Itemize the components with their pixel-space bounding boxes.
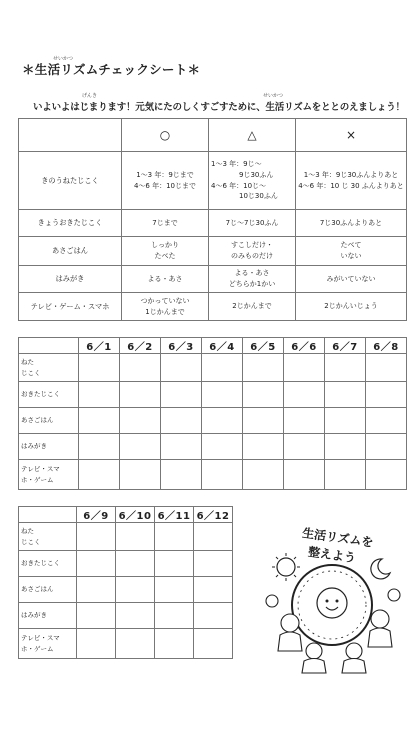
log1-entry-cell[interactable] — [325, 408, 366, 434]
log-label-text: テレビ・スマ — [21, 465, 60, 474]
log1-entry-cell[interactable] — [202, 460, 243, 490]
log1-entry-cell[interactable] — [120, 382, 161, 408]
subtitle-furigana-seikatsu: せいかつ — [263, 93, 284, 99]
log1-entry-cell[interactable] — [366, 382, 407, 408]
criteria-good-cell: 7じまで — [122, 210, 209, 237]
log2-date-header: 6／12 — [194, 507, 233, 523]
criteria-header-poor: × — [296, 119, 407, 152]
criteria-row-screentime — [19, 293, 407, 321]
log1-entry-cell[interactable] — [243, 382, 284, 408]
log1-date-header: 6／5 — [243, 338, 284, 354]
criteria-good-cell — [122, 293, 209, 321]
log2-entry-cell[interactable] — [77, 551, 116, 577]
log-label-text: じこく — [21, 368, 41, 377]
log1-entry-cell[interactable] — [325, 434, 366, 460]
log1-entry-cell[interactable] — [325, 460, 366, 490]
log1-entry-cell[interactable] — [120, 434, 161, 460]
log1-row-bedtime — [19, 354, 407, 382]
criteria-text: いない — [340, 252, 362, 260]
log2-row-waketime — [19, 551, 233, 577]
log2-entry-cell[interactable] — [155, 523, 194, 551]
criteria-text: 1～3 年：9じ～ — [211, 159, 262, 168]
log1-entry-cell[interactable] — [325, 382, 366, 408]
log2-entry-cell[interactable] — [116, 551, 155, 577]
log1-entry-cell[interactable] — [366, 408, 407, 434]
criteria-label: はみがき — [19, 266, 122, 293]
log2-row-screentime — [19, 629, 233, 659]
criteria-text: しっかり — [151, 241, 179, 250]
log1-entry-cell[interactable] — [161, 460, 202, 490]
log2-row-label: はみがき — [19, 603, 77, 629]
log1-entry-cell[interactable] — [284, 382, 325, 408]
criteria-row-toothbrushing — [19, 266, 407, 293]
log1-entry-cell[interactable] — [284, 408, 325, 434]
log2-row-bedtime — [19, 523, 233, 551]
log1-row-label: はみがき — [19, 434, 79, 460]
log1-date-header: 6／7 — [325, 338, 366, 354]
log2-row-label: おきたじこく — [19, 551, 77, 577]
criteria-text: 9じ30ふん — [239, 170, 274, 179]
log1-entry-cell[interactable] — [79, 382, 120, 408]
log2-entry-cell[interactable] — [77, 577, 116, 603]
log1-row-breakfast — [19, 408, 407, 434]
log1-row-waketime — [19, 382, 407, 408]
criteria-row-waketime — [19, 210, 407, 237]
log2-row-toothbrushing — [19, 603, 233, 629]
illustration-caption-line2: 整えよう — [307, 544, 357, 566]
criteria-text: よる・あさ — [234, 269, 270, 278]
criteria-text: 4～6 年：10じ～ — [211, 181, 267, 190]
log1-entry-cell[interactable] — [202, 408, 243, 434]
log2-entry-cell[interactable] — [155, 577, 194, 603]
log-label-text: じこく — [21, 537, 41, 546]
log2-entry-cell[interactable] — [155, 551, 194, 577]
criteria-header-blank — [19, 119, 122, 152]
log-label-text: テレビ・スマ — [21, 634, 60, 643]
page-subtitle: いよいよはじまります！元気にたのしくすごすために、生活リズムをととのえましょう！ — [33, 102, 405, 113]
criteria-text: 1～3 年：9じ30ふんよりあと — [303, 170, 399, 179]
criteria-good-cell — [122, 152, 209, 210]
log2-header-row — [19, 507, 233, 523]
criteria-poor-cell: 7じ30ふんよりあと — [296, 210, 407, 237]
log2-entry-cell[interactable] — [116, 577, 155, 603]
log1-date-header: 6／1 — [79, 338, 120, 354]
log2-entry-cell[interactable] — [194, 523, 233, 551]
lifestyle-rhythm-illustration — [262, 515, 410, 675]
log2-header-blank — [19, 507, 77, 523]
log2-entry-cell[interactable] — [194, 603, 233, 629]
subtitle-furigana-genki: げんき — [82, 93, 98, 99]
criteria-text: 1じかんまで — [145, 307, 185, 316]
log1-entry-cell[interactable] — [161, 382, 202, 408]
criteria-fair-cell: 7じ～7じ30ふん — [209, 210, 296, 237]
log1-row-label: おきたじこく — [19, 382, 79, 408]
log1-date-header: 6／6 — [284, 338, 325, 354]
log2-entry-cell[interactable] — [116, 603, 155, 629]
log1-entry-cell[interactable] — [79, 408, 120, 434]
log1-entry-cell[interactable] — [79, 434, 120, 460]
log-label-text: ホ・ゲーム — [21, 644, 54, 653]
log2-entry-cell[interactable] — [194, 551, 233, 577]
criteria-header-fair: △ — [209, 119, 296, 152]
criteria-text: のみものだけ — [231, 252, 273, 260]
log2-entry-cell[interactable] — [77, 523, 116, 551]
criteria-label: あさごはん — [19, 237, 122, 266]
log1-entry-cell[interactable] — [161, 434, 202, 460]
log1-date-header: 6／8 — [366, 338, 407, 354]
log1-row-toothbrushing — [19, 434, 407, 460]
log2-row-breakfast — [19, 577, 233, 603]
daily-log-table-1 — [18, 337, 407, 490]
log1-entry-cell[interactable] — [325, 354, 366, 382]
log1-entry-cell[interactable] — [243, 354, 284, 382]
log1-entry-cell[interactable] — [202, 354, 243, 382]
log1-entry-cell[interactable] — [202, 382, 243, 408]
criteria-fair-cell: 2じかんまで — [209, 293, 296, 321]
criteria-fair-cell — [209, 266, 296, 293]
log-label-text: ねた — [21, 358, 34, 367]
log2-row-label: あさごはん — [19, 577, 77, 603]
sun-icon — [272, 553, 300, 581]
log2-entry-cell[interactable] — [116, 629, 155, 659]
log1-entry-cell[interactable] — [243, 460, 284, 490]
criteria-label: きょうおきたじこく — [19, 210, 122, 237]
illustration-caption-line1: 生活リズムを — [301, 525, 375, 550]
log1-entry-cell[interactable] — [120, 354, 161, 382]
log1-entry-cell[interactable] — [120, 408, 161, 434]
log1-row-label: あさごはん — [19, 408, 79, 434]
criteria-text: 1～3 年：9じまで — [136, 170, 194, 179]
criteria-text: 4～6 年：10 じ 30 ふんよりあと — [298, 181, 404, 190]
log1-entry-cell[interactable] — [79, 460, 120, 490]
log1-row-label — [19, 460, 79, 490]
criteria-text: どちらか1かい — [228, 280, 276, 288]
criteria-fair-cell — [209, 152, 296, 210]
log1-entry-cell[interactable] — [366, 354, 407, 382]
criteria-text: 4～6 年：10じまで — [133, 181, 197, 190]
daily-log-table-2 — [18, 506, 233, 659]
criteria-table — [18, 118, 407, 321]
criteria-poor-cell: みがいていない — [296, 266, 407, 293]
criteria-header-good: ○ — [122, 119, 209, 152]
criteria-label: きのうねたじこく — [19, 152, 122, 210]
criteria-good-cell — [122, 237, 209, 266]
log1-entry-cell[interactable] — [366, 460, 407, 490]
criteria-row-breakfast — [19, 237, 407, 266]
log1-entry-cell[interactable] — [284, 434, 325, 460]
criteria-text: たべた — [154, 252, 176, 260]
log1-row-label — [19, 354, 79, 382]
log1-header-blank — [19, 338, 79, 354]
criteria-poor-cell — [296, 237, 407, 266]
log2-date-header: 6／11 — [155, 507, 194, 523]
clock-icon — [292, 565, 372, 645]
log1-date-header: 6／2 — [120, 338, 161, 354]
criteria-header-row — [19, 119, 407, 152]
criteria-text: つかっていない — [140, 296, 190, 305]
title-furigana: せいかつ — [53, 56, 74, 62]
log1-date-header: 6／3 — [161, 338, 202, 354]
criteria-row-bedtime — [19, 152, 407, 210]
log2-entry-cell[interactable] — [155, 629, 194, 659]
log-label-text: ホ・ゲーム — [21, 475, 54, 484]
log2-row-label — [19, 523, 77, 551]
log2-entry-cell[interactable] — [77, 603, 116, 629]
log1-entry-cell[interactable] — [243, 408, 284, 434]
log-label-text: ねた — [21, 527, 34, 536]
log1-entry-cell[interactable] — [284, 354, 325, 382]
criteria-text: たべて — [340, 241, 362, 250]
log1-entry-cell[interactable] — [120, 460, 161, 490]
log2-date-header: 6／10 — [116, 507, 155, 523]
log2-entry-cell[interactable] — [194, 577, 233, 603]
log1-entry-cell[interactable] — [243, 434, 284, 460]
page-title: ＊生活リズムチェックシート＊ — [22, 62, 201, 77]
criteria-good-cell: よる・あさ — [122, 266, 209, 293]
criteria-poor-cell: 2じかんいじょう — [296, 293, 407, 321]
log2-row-label — [19, 629, 77, 659]
log2-entry-cell[interactable] — [116, 523, 155, 551]
log1-row-screentime — [19, 460, 407, 490]
criteria-text: すこしだけ・ — [231, 241, 273, 250]
criteria-poor-cell — [296, 152, 407, 210]
criteria-label: テレビ・ゲーム・スマホ — [19, 293, 122, 321]
criteria-fair-cell — [209, 237, 296, 266]
log1-entry-cell[interactable] — [284, 460, 325, 490]
log1-entry-cell[interactable] — [366, 434, 407, 460]
log2-entry-cell[interactable] — [77, 629, 116, 659]
log1-date-header: 6／4 — [202, 338, 243, 354]
log1-entry-cell[interactable] — [161, 408, 202, 434]
moon-icon — [371, 559, 390, 579]
criteria-text: 10じ30ふん — [239, 192, 278, 201]
log2-date-header: 6／9 — [77, 507, 116, 523]
log1-entry-cell[interactable] — [161, 354, 202, 382]
log2-entry-cell[interactable] — [194, 629, 233, 659]
log1-entry-cell[interactable] — [202, 434, 243, 460]
log2-entry-cell[interactable] — [155, 603, 194, 629]
log1-entry-cell[interactable] — [79, 354, 120, 382]
log1-header-row — [19, 338, 407, 354]
